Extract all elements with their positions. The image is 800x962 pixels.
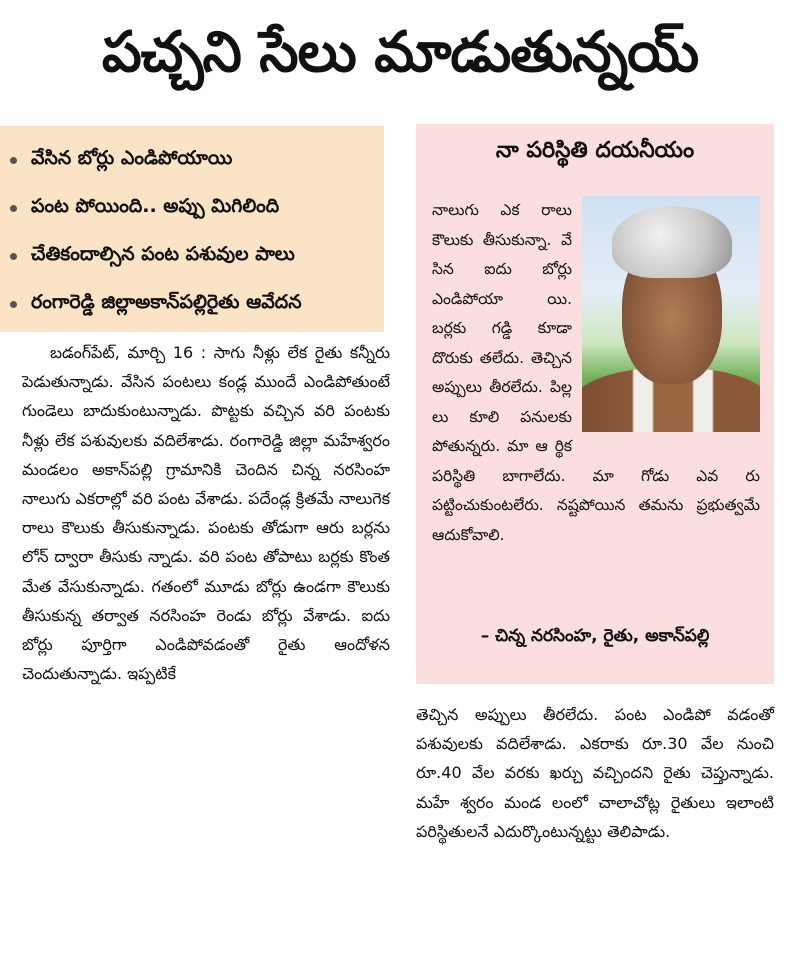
quote-sidebar <box>416 124 774 684</box>
article-paragraph: తెచ్చిన అప్పులు తీరలేదు. పంట ఎండిపో వడంతో పశువులకు వదిలేశాడు. ఎకరాకు రూ.30 వేల నుంచి రూ.40 వేల వరకు ఖర్చు వచ్చిందని రైతు చెప్తున్నాడు. మహే శ్వరం మండ లంలో చాలాచోట్ల రైతులు ఇలాంటి పరిస్థితులనే ఎదుర్కొంటున్నట్టు తెలిపాడు. <box>416 705 774 841</box>
photo-hair <box>612 206 732 278</box>
quote-attribution: – చిన్న నరసింహ, రైతు, అకాన్‌పల్లి <box>480 626 710 646</box>
highlight-item <box>10 232 376 280</box>
farmer-photo <box>582 196 760 432</box>
highlights-list <box>10 136 376 328</box>
headline: పచ్చని సేలు మాడుతున్నయ్ <box>101 19 699 85</box>
highlight-text: చేతికందాల్సిన పంట పశువుల పాలు <box>31 242 295 265</box>
bullet-icon <box>10 301 17 308</box>
bullet-icon <box>10 157 17 164</box>
article-paragraph: బడంగ్‌పేట్, మార్చి 16 : సాగు నీళ్లు లేక రైతు కన్నీరు పెడుతున్నాడు. వేసిన పంటలు కండ్ల ముందే ఎండిపోతుంటే గుండెలు బాదుకుంటున్నాడు. పొట్టకు వచ్చిన వరి పంటకు నీళ్లు లేక పశువులకు వదిలేశాడు. రంగారెడ్డి జిల్లా మహేశ్వరం మండలం అకాన్‌పల్లి గ్రామానికి చెందిన చిన్న నరసింహ నాలుగు ఎకరాల్లో వరి పంట వేశాడు. పదేండ్ల క్రితమే నాలుగెక రాలు కౌలుకు తీసుకున్నాడు. పంటకు తోడుగా ఆరు బర్లను లోన్ ద్వారా తీసుకు న్నాడు. వరి పంట తోపాటు బర్లకు కొంత మేత వేసుకున్నాడు. గతంలో మూడు బోర్లు ఉండగా కౌలుకు తీసుకున్న తర్వాత నరసింహ రెండు బోర్లు వేశాడు. ఐదు బోర్లు పూర్తిగా ఎండిపోవడంతో రైతు ఆందోళన చెందుతున్నాడు. ఇప్పటికే <box>22 343 390 684</box>
sidebar-title: నా పరిస్థితి దయనీయం <box>495 138 695 163</box>
highlight-text: వేసిన బోర్లు ఎండిపోయాయి <box>31 146 233 169</box>
highlight-item <box>10 184 376 232</box>
article-body-right <box>416 700 774 846</box>
bullet-icon <box>10 253 17 260</box>
highlight-item <box>10 136 376 184</box>
highlight-item <box>10 280 376 328</box>
highlight-text: పంట పోయింది.. అప్పు మిగిలింది <box>31 194 280 217</box>
bullet-icon <box>10 205 17 212</box>
sidebar-quote <box>432 196 760 550</box>
highlight-text: రంగారెడ్డి జిల్లాఅకాన్‌పల్లిరైతు ఆవేదన <box>31 290 302 313</box>
article-body-left <box>22 338 390 688</box>
highlights-box <box>0 126 384 332</box>
sidebar-quote-text: నాలుగు ఎక రాలు కౌలుకు తీసుకున్నా. వే సిన ఐదు బోర్లు ఎండిపోయా యి. బర్లకు గడ్డి కూడా దొరుకు తలేదు. తెచ్చిన అప్పులు తీరలేదు. పిల్ల లు కూలి పనులకు పోతున్నరు. మా ఆ ర్థిక పరిస్థితి బాగాలేదు. మా గోడు ఎవ రు పట్టించుకుంటలేరు. నష్టపోయిన తమను ప్రభుత్వమే ఆదుకోవాలి. <box>432 201 760 544</box>
